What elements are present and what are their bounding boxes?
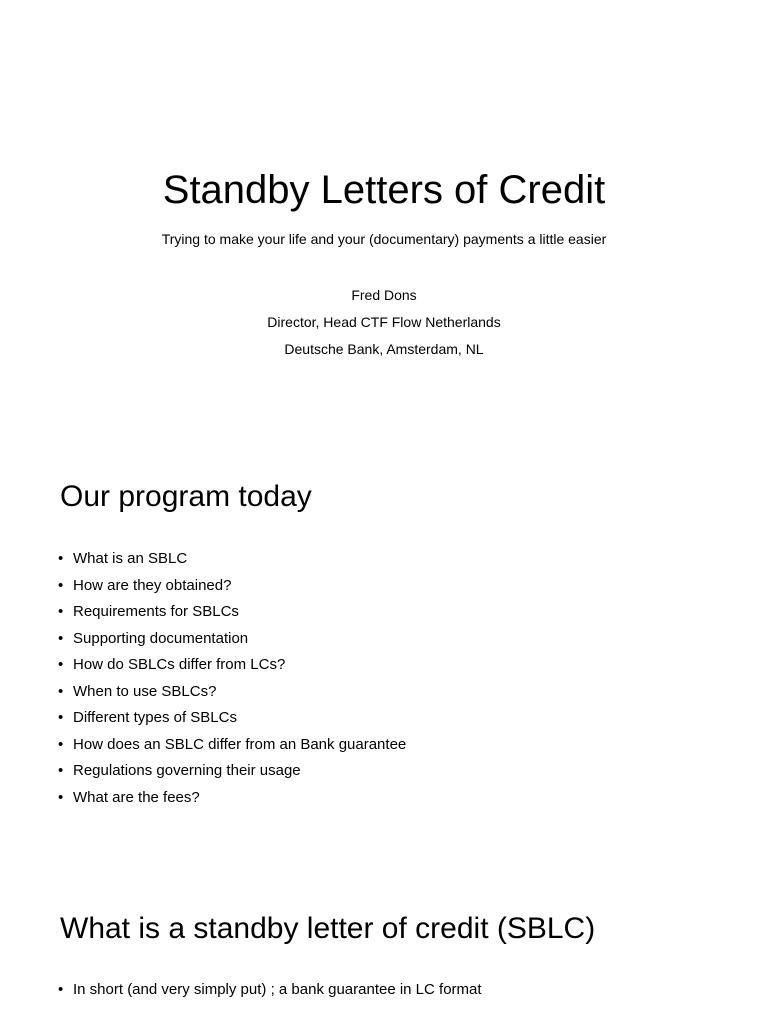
list-item-text: How are they obtained? bbox=[73, 576, 232, 594]
sblc-list bbox=[58, 977, 482, 1004]
bullet-icon: • bbox=[58, 603, 64, 620]
sblc-heading: What is a standby letter of credit (SBLC) bbox=[60, 912, 596, 945]
list-item-text: Regulations governing their usage bbox=[73, 762, 301, 779]
list-item bbox=[58, 732, 406, 759]
list-item bbox=[58, 626, 406, 653]
bullet-icon: • bbox=[58, 709, 64, 726]
list-item-text: What are the fees? bbox=[73, 788, 200, 806]
presenter-role: Director, Head CTF Flow Netherlands bbox=[267, 314, 501, 330]
program-slide bbox=[0, 432, 768, 864]
list-item-text: How do SBLCs differ from LCs? bbox=[73, 656, 286, 673]
bullet-icon: • bbox=[58, 762, 64, 779]
bullet-icon: • bbox=[58, 788, 64, 806]
list-item-text: What is an SBLC bbox=[73, 550, 188, 567]
list-item bbox=[58, 785, 406, 812]
title-slide bbox=[0, 0, 768, 432]
program-heading: Our program today bbox=[60, 480, 312, 513]
sblc-definition-slide bbox=[0, 864, 768, 1024]
list-item-text: Requirements for SBLCs bbox=[73, 603, 239, 620]
bullet-icon: • bbox=[58, 629, 64, 647]
list-item bbox=[58, 705, 406, 732]
list-item-text: When to use SBLCs? bbox=[73, 682, 217, 700]
bullet-icon: • bbox=[58, 656, 64, 673]
list-item-text: Supporting documentation bbox=[73, 629, 249, 647]
program-list bbox=[58, 546, 406, 811]
presenter-block bbox=[0, 282, 768, 363]
list-item bbox=[58, 573, 406, 600]
bullet-icon: • bbox=[58, 735, 64, 753]
list-item-text: In short (and very simply put) ; a bank guarantee in LC format bbox=[73, 981, 482, 998]
list-item bbox=[58, 546, 406, 573]
subtitle: Trying to make your life and your (documentary) payments a little easier bbox=[161, 231, 607, 247]
list-item bbox=[58, 652, 406, 679]
list-item-text: Different types of SBLCs bbox=[73, 709, 237, 726]
bullet-icon: • bbox=[58, 682, 64, 700]
list-item bbox=[58, 679, 406, 706]
bullet-icon: • bbox=[58, 576, 64, 594]
bullet-icon: • bbox=[58, 981, 64, 998]
list-item bbox=[58, 977, 482, 1004]
presenter-organization: Deutsche Bank, Amsterdam, NL bbox=[284, 341, 484, 357]
list-item bbox=[58, 758, 406, 785]
presenter-name: Fred Dons bbox=[351, 287, 417, 303]
bullet-icon: • bbox=[58, 550, 64, 567]
list-item-text: How does an SBLC differ from an Bank guarantee bbox=[73, 735, 407, 753]
main-title: Standby Letters of Credit bbox=[162, 168, 606, 212]
list-item bbox=[58, 599, 406, 626]
